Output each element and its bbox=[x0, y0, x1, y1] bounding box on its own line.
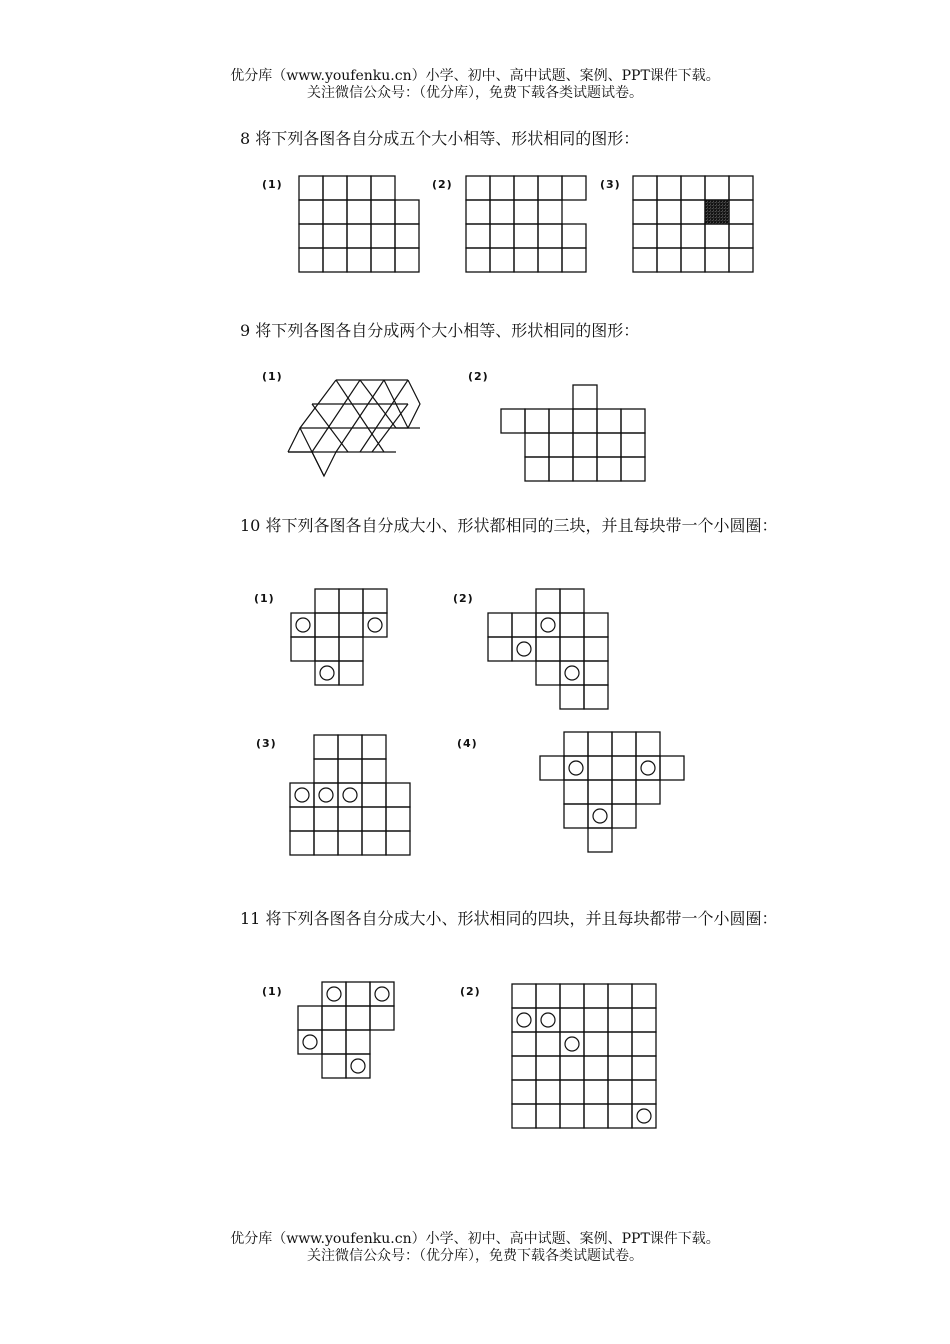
q10-grid-3 bbox=[290, 735, 410, 855]
q9-label-2: (2) bbox=[468, 370, 489, 383]
small-circle bbox=[296, 618, 310, 632]
small-circle bbox=[517, 642, 531, 656]
shaded-cell bbox=[705, 200, 729, 224]
small-circle bbox=[327, 987, 341, 1001]
small-circle bbox=[351, 1059, 365, 1073]
small-circle bbox=[343, 788, 357, 802]
small-circle bbox=[375, 987, 389, 1001]
q10-grid-4 bbox=[540, 732, 684, 852]
q10-figure-1 bbox=[291, 589, 389, 687]
question-11 bbox=[200, 906, 810, 931]
q10-figure-2 bbox=[488, 589, 610, 711]
small-circle bbox=[541, 1013, 555, 1027]
q8-grid-3 bbox=[633, 176, 753, 272]
small-circle bbox=[368, 618, 382, 632]
question-10-text: 10 将下列各图各自分成大小、形状都相同的三块，并且每块带一个小圆圈： bbox=[240, 516, 778, 535]
q11-figure-2 bbox=[512, 984, 658, 1130]
q10-label-4: (4) bbox=[457, 737, 478, 750]
question-8-text: 8 将下列各图各自分成五个大小相等、形状相同的图形： bbox=[240, 129, 640, 148]
q8-grid-2 bbox=[466, 176, 586, 272]
q9-label-1: (1) bbox=[262, 370, 283, 383]
small-circle bbox=[641, 761, 655, 775]
small-circle bbox=[565, 1037, 579, 1051]
q9-grid bbox=[501, 385, 645, 481]
q11-grid-1 bbox=[298, 982, 394, 1078]
question-9-text: 9 将下列各图各自分成两个大小相等、形状相同的图形： bbox=[240, 321, 640, 340]
small-circle bbox=[303, 1035, 317, 1049]
q11-grid-2 bbox=[512, 984, 656, 1128]
q8-label-2: (2) bbox=[432, 178, 453, 191]
q8-label-3: (3) bbox=[600, 178, 621, 191]
small-circle bbox=[541, 618, 555, 632]
q8-grid-1 bbox=[299, 176, 419, 272]
header-line-2: 关注微信公众号：（优分库），免费下载各类试题试卷。 bbox=[307, 85, 643, 101]
footer-line-1: 优分库（www.youfenku.cn）小学、初中、高中试题、案例、PPT课件下载。 bbox=[230, 1231, 720, 1247]
q8-figure-3 bbox=[633, 176, 755, 274]
page-header bbox=[0, 68, 950, 102]
q10-grid-1 bbox=[291, 589, 387, 685]
small-circle bbox=[319, 788, 333, 802]
question-9 bbox=[200, 318, 810, 343]
small-circle bbox=[295, 788, 309, 802]
q9-grid-figure bbox=[501, 385, 647, 483]
triangle-lattice bbox=[288, 380, 420, 476]
q11-figure-1 bbox=[298, 982, 396, 1080]
small-circle bbox=[637, 1109, 651, 1123]
header-line-1: 优分库（www.youfenku.cn）小学、初中、高中试题、案例、PPT课件下载。 bbox=[230, 68, 720, 84]
q10-figure-3 bbox=[290, 735, 412, 857]
small-circle bbox=[569, 761, 583, 775]
q8-figure-2 bbox=[466, 176, 588, 274]
q11-label-2: (2) bbox=[460, 985, 481, 998]
q10-grid-2 bbox=[488, 589, 608, 709]
small-circle bbox=[320, 666, 334, 680]
small-circle bbox=[593, 809, 607, 823]
question-11-text: 11 将下列各图各自分成大小、形状相同的四块，并且每块都带一个小圆圈： bbox=[240, 909, 778, 928]
q10-figure-4 bbox=[540, 732, 686, 854]
q10-label-2: (2) bbox=[453, 592, 474, 605]
question-10 bbox=[200, 513, 810, 538]
small-circle bbox=[517, 1013, 531, 1027]
q11-label-1: (1) bbox=[262, 985, 283, 998]
q9-triangle-figure bbox=[288, 380, 412, 480]
q8-figure-1 bbox=[299, 176, 421, 274]
page-footer bbox=[0, 1231, 950, 1265]
q8-label-1: (1) bbox=[262, 178, 283, 191]
q10-label-1: (1) bbox=[254, 592, 275, 605]
small-circle bbox=[565, 666, 579, 680]
q10-label-3: (3) bbox=[256, 737, 277, 750]
footer-line-2: 关注微信公众号：（优分库），免费下载各类试题试卷。 bbox=[307, 1248, 643, 1264]
question-8 bbox=[200, 126, 810, 151]
